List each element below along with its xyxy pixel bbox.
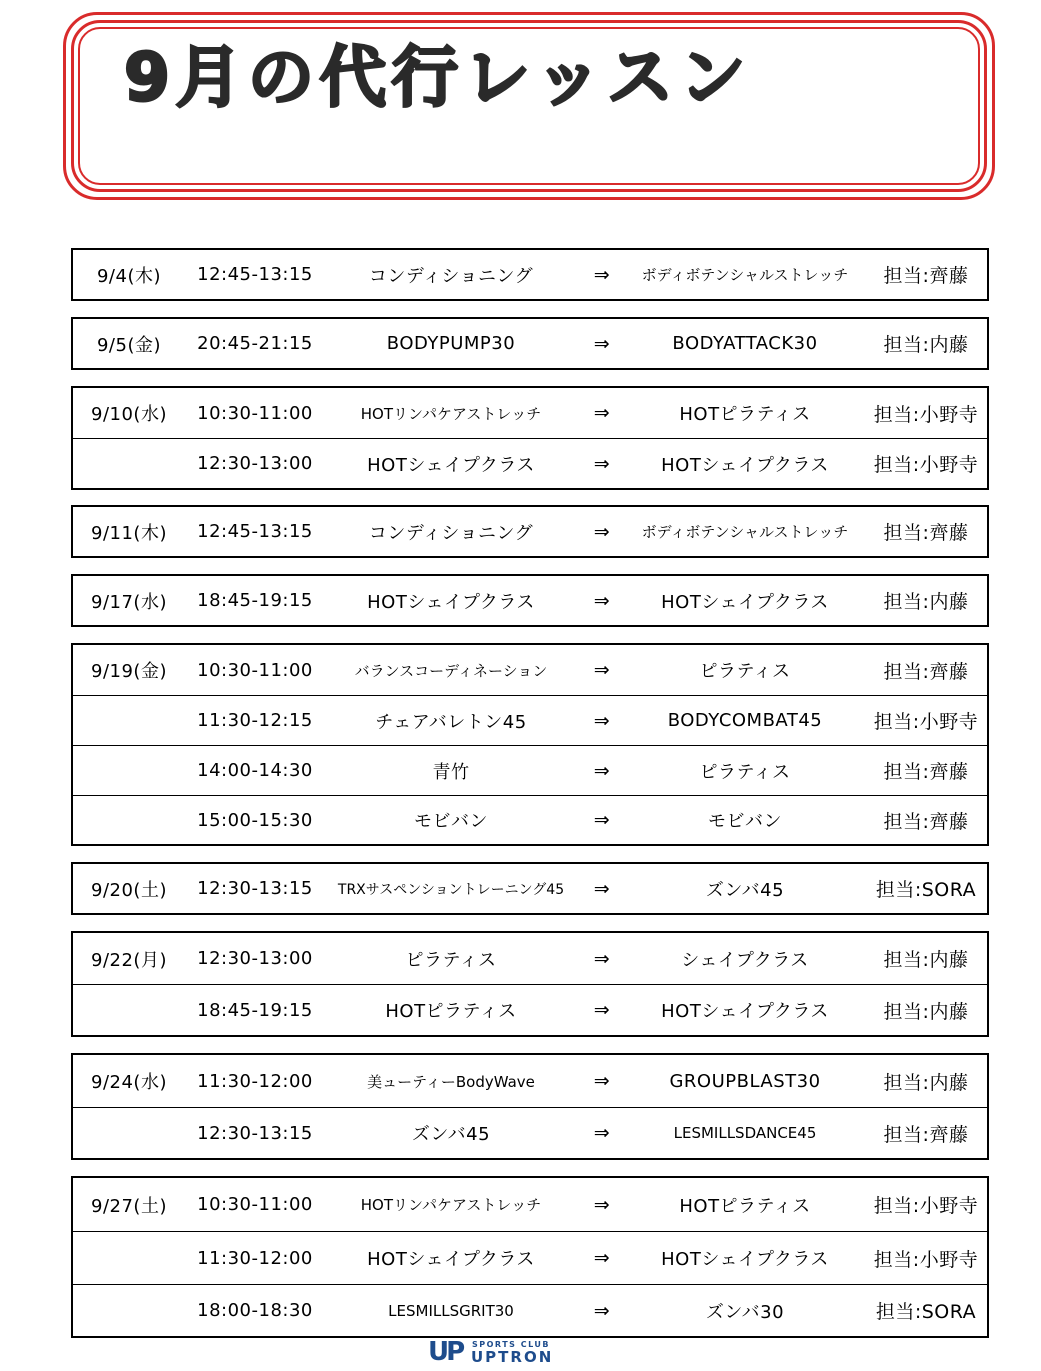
original-lesson: HOTシェイプクラス (367, 591, 535, 613)
substitute-lesson: BODYCOMBAT45 (667, 710, 823, 731)
logo-mark: UP (428, 1337, 463, 1367)
instructor: 担当:齊藤 (883, 810, 969, 833)
lesson-date: 9/4(木) (96, 265, 161, 287)
lesson-time: 20:45-21:15 (197, 333, 313, 354)
schedule-group (71, 386, 989, 490)
schedule-row (73, 795, 987, 844)
original-lesson: TRXサスペンショントレーニング45 (337, 881, 565, 898)
instructor: 担当:小野寺 (873, 1195, 979, 1217)
lesson-date: 9/19(金) (91, 661, 167, 682)
schedule-group (71, 505, 989, 558)
original-lesson: コンディショニング (368, 265, 534, 287)
lesson-date: 9/20(土) (91, 879, 167, 901)
logo-name: UPTRON (471, 1348, 554, 1366)
substitute-lesson: ボディボテンシャルストレッチ (641, 266, 849, 284)
schedule-row (73, 1284, 987, 1336)
lesson-date: 9/11(木) (91, 522, 167, 544)
lesson-date: 9/5(金) (96, 334, 161, 356)
lesson-date (73, 439, 185, 488)
lesson-date: 9/10(水) (91, 404, 167, 425)
lesson-time: 10:30-11:00 (197, 659, 313, 681)
schedule-group (71, 1053, 989, 1160)
schedule-row (73, 933, 987, 984)
substitute-lesson: ピラティス (699, 761, 791, 783)
instructor: 担当:内藤 (883, 591, 969, 613)
schedule-group (71, 574, 989, 627)
substitute-lesson: ボディボテンシャルストレッチ (641, 523, 849, 541)
change-arrow: ⇒ (593, 452, 611, 475)
schedule-row (73, 745, 987, 795)
schedule-row (73, 984, 987, 1035)
substitute-lesson: HOTシェイプクラス (661, 1001, 829, 1022)
original-lesson: HOTリンパケアストレッチ (360, 404, 542, 423)
original-lesson: HOTシェイプクラス (367, 454, 535, 476)
lesson-time: 12:45-13:15 (197, 521, 313, 542)
instructor: 担当:内藤 (883, 1071, 969, 1094)
change-arrow: ⇒ (593, 659, 611, 681)
substitute-lesson: LESMILLSDANCE45 (673, 1124, 817, 1142)
change-arrow: ⇒ (593, 759, 611, 782)
original-lesson: 美ューティーBodyWave (367, 1072, 535, 1091)
lesson-time: 18:00-18:30 (197, 1300, 313, 1321)
change-arrow: ⇒ (593, 1122, 611, 1144)
schedule-row (73, 1231, 987, 1284)
change-arrow: ⇒ (593, 402, 611, 424)
schedule-group (71, 643, 989, 846)
lesson-date (73, 796, 185, 844)
substitute-lesson: シェイプクラス (681, 949, 809, 971)
instructor: 担当:齊藤 (883, 660, 969, 683)
schedule-group (71, 248, 989, 301)
lesson-time: 12:45-13:15 (197, 264, 313, 285)
substitute-lesson: HOTピラティス (679, 1195, 811, 1217)
substitute-lesson: GROUPBLAST30 (669, 1070, 821, 1092)
change-arrow: ⇒ (593, 947, 611, 970)
original-lesson: ズンバ45 (411, 1124, 491, 1145)
change-arrow: ⇒ (593, 1070, 611, 1092)
instructor: 担当:内藤 (883, 1000, 969, 1023)
schedule-row (73, 250, 987, 299)
original-lesson: 青竹 (432, 761, 470, 783)
change-arrow: ⇒ (593, 1299, 611, 1322)
lesson-date (73, 1232, 185, 1284)
schedule-row (73, 438, 987, 488)
instructor: 担当:齊藤 (883, 265, 969, 287)
original-lesson: BODYPUMP30 (386, 333, 516, 354)
schedule-row (73, 645, 987, 695)
schedule-row (73, 864, 987, 913)
lesson-date: 9/22(月) (91, 949, 167, 971)
lesson-time: 11:30-12:00 (197, 1247, 313, 1269)
lesson-time: 12:30-13:15 (197, 1122, 313, 1144)
logo-tagline: SPORTS CLUB (472, 1340, 551, 1349)
schedule-row (73, 1107, 987, 1158)
schedule-group (71, 931, 989, 1037)
substitute-lesson: HOTシェイプクラス (661, 454, 829, 476)
lesson-time: 12:30-13:00 (197, 948, 313, 969)
lesson-time: 10:30-11:00 (197, 1194, 313, 1215)
original-lesson: HOTシェイプクラス (367, 1249, 535, 1270)
lesson-time: 10:30-11:00 (197, 402, 313, 424)
page-title: 9月の代行レッスン (124, 39, 752, 116)
schedule-row (73, 576, 987, 625)
schedule-row (73, 507, 987, 556)
original-lesson: バランスコーディネーション (354, 661, 548, 680)
lesson-date: 9/27(土) (91, 1195, 167, 1217)
instructor: 担当:内藤 (883, 949, 969, 971)
original-lesson: モビバン (414, 811, 488, 832)
change-arrow: ⇒ (593, 1247, 611, 1269)
change-arrow: ⇒ (593, 709, 611, 732)
substitute-lesson: BODYATTACK30 (672, 333, 818, 354)
lesson-date (73, 985, 185, 1035)
lesson-time: 15:00-15:30 (197, 809, 313, 831)
substitute-lesson: HOTシェイプクラス (661, 591, 829, 613)
uptron-logo (428, 1338, 578, 1366)
original-lesson: LESMILLSGRIT30 (388, 1301, 514, 1320)
original-lesson: HOTピラティス (385, 1001, 517, 1022)
change-arrow: ⇒ (593, 1193, 611, 1216)
lesson-date (73, 696, 185, 745)
instructor: 担当:内藤 (883, 334, 969, 356)
substitute-lesson: ズンバ30 (705, 1301, 785, 1323)
lesson-time: 18:45-19:15 (197, 590, 313, 611)
lesson-date (73, 1285, 185, 1336)
change-arrow: ⇒ (593, 263, 611, 286)
substitute-lesson: ピラティス (699, 661, 791, 682)
change-arrow: ⇒ (593, 332, 611, 355)
instructor: 担当:小野寺 (873, 403, 979, 426)
schedule-row (73, 319, 987, 368)
schedule-row (73, 695, 987, 745)
original-lesson: チェアバレトン45 (375, 711, 527, 733)
instructor: 担当:SORA (875, 1301, 977, 1323)
lesson-time: 11:30-12:00 (197, 1070, 313, 1092)
schedule-group (71, 1176, 989, 1338)
instructor: 担当:齊藤 (883, 1123, 969, 1146)
lesson-time: 11:30-12:15 (197, 710, 313, 731)
change-arrow: ⇒ (593, 809, 611, 831)
original-lesson: HOTリンパケアストレッチ (360, 1196, 542, 1214)
lesson-date: 9/17(水) (91, 591, 167, 613)
substitute-lesson: HOTシェイプクラス (661, 1249, 829, 1270)
schedule-row (73, 388, 987, 438)
lesson-date (73, 746, 185, 795)
substitute-lesson: HOTピラティス (679, 404, 811, 425)
change-arrow: ⇒ (593, 877, 611, 900)
schedule-group (71, 862, 989, 915)
lesson-date (73, 1108, 185, 1158)
lesson-date: 9/24(水) (91, 1072, 167, 1093)
original-lesson: ピラティス (405, 949, 497, 971)
lesson-time: 18:45-19:15 (197, 999, 313, 1021)
schedule-group (71, 317, 989, 370)
lesson-time: 12:30-13:15 (197, 878, 313, 899)
instructor: 担当:SORA (875, 879, 977, 901)
instructor: 担当:小野寺 (873, 454, 979, 476)
change-arrow: ⇒ (593, 520, 611, 543)
instructor: 担当:齊藤 (883, 522, 969, 544)
original-lesson: コンディショニング (368, 522, 534, 544)
schedule-row (73, 1178, 987, 1231)
lesson-time: 14:00-14:30 (197, 760, 313, 781)
instructor: 担当:齊藤 (883, 761, 969, 783)
lesson-time: 12:30-13:00 (197, 453, 313, 474)
substitute-lesson: ズンバ45 (705, 879, 785, 901)
change-arrow: ⇒ (593, 999, 611, 1021)
instructor: 担当:小野寺 (873, 1248, 979, 1271)
substitute-lesson: モビバン (708, 811, 782, 832)
instructor: 担当:小野寺 (873, 711, 979, 733)
schedule-row (73, 1055, 987, 1107)
change-arrow: ⇒ (593, 589, 611, 612)
